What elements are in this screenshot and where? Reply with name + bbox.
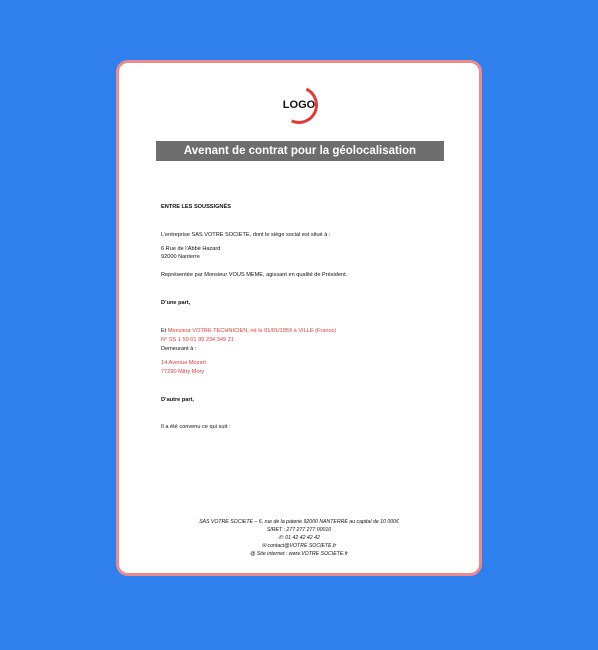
footer-website: @ Site internet : www.VOTRE SOCIETE.fr: [250, 551, 348, 557]
document-title: Avenant de contrat pour la géolocalisation: [156, 141, 444, 161]
first-part: D’une part,: [161, 300, 191, 306]
footer-phone: ✆: 01 42 42 42 42: [278, 535, 320, 541]
employee-line: [161, 328, 336, 335]
footer-email: ✉ contact@VOTRE SOCIETE.fr: [261, 543, 337, 549]
logo: LOGO: [282, 99, 316, 111]
parties-heading: ENTRE LES SOUSSIGNÉS: [161, 204, 231, 210]
company-address-line2: 92000 Nanterre: [161, 254, 200, 260]
employee-prefix: Et: [161, 328, 168, 334]
representative: Représentée par Monsieur VOUS MEME, agissant en qualité de Président.: [161, 272, 348, 278]
second-part: D’autre part,: [161, 397, 194, 403]
employee-ss: N° SS 1 59 01 99 234 349 31: [161, 337, 234, 343]
footer-siret: SIRET : 277 277 277 00010: [266, 527, 332, 533]
employee-name: Monsieur VOTRE TECHNICIEN, né le 01/01/1959 à VILLE (France): [167, 328, 337, 334]
document-card: [116, 60, 482, 576]
employee-address-line1: 14 Avenue Mozart: [161, 360, 206, 366]
footer-company: SAS VOTRE SOCIETE – 6, rue de la paterie 92000 NANTERRE au capital de 10 000€: [199, 519, 399, 525]
company-address-line1: 6 Rue de l’Abbé Hazard: [161, 246, 221, 252]
employee-address-line2: 77290 Mitry Mory: [161, 369, 205, 375]
agreement: Il a été convenu ce qui suit :: [161, 424, 231, 430]
residing-label: Demeurant à :: [161, 346, 197, 352]
company-intro: L’entreprise SAS VOTRE SOCIETE, dont le siège social est situé à :: [161, 232, 331, 238]
